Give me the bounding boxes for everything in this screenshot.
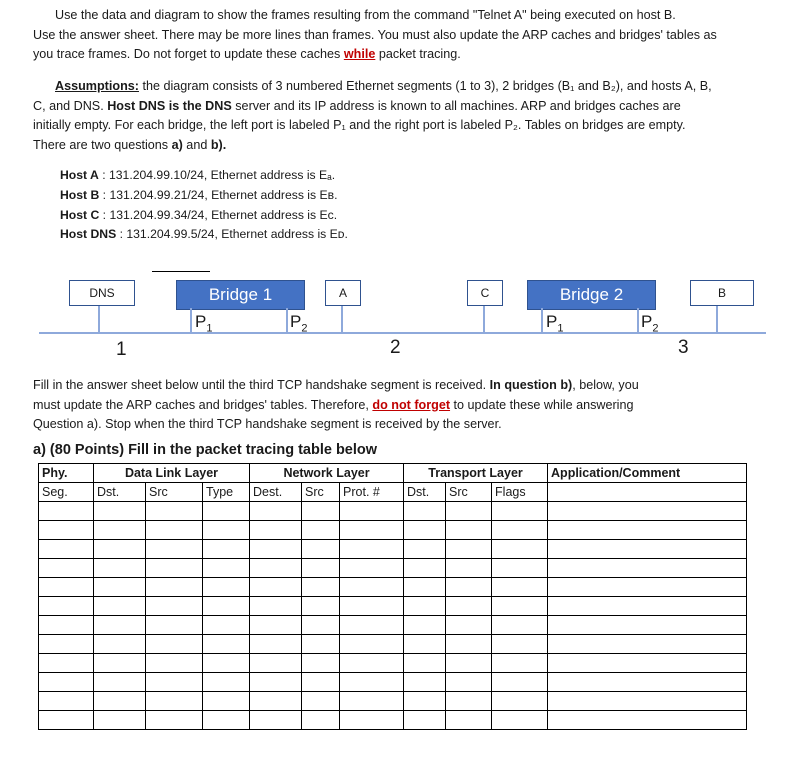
host-dns-line: Host DNS : 131.204.99.5/24, Ethernet address is Eᴅ. <box>60 227 348 242</box>
answer-cell[interactable] <box>203 559 250 578</box>
answer-cell[interactable] <box>446 654 492 673</box>
table-row <box>39 540 747 559</box>
answer-cell[interactable] <box>492 673 548 692</box>
answer-cell[interactable] <box>39 692 94 711</box>
answer-cell[interactable] <box>446 635 492 654</box>
answer-cell[interactable] <box>146 654 203 673</box>
answer-cell[interactable] <box>492 521 548 540</box>
answer-cell[interactable] <box>404 635 446 654</box>
answer-cell[interactable] <box>250 502 302 521</box>
answer-cell[interactable] <box>146 692 203 711</box>
answer-cell[interactable] <box>446 578 492 597</box>
table-row <box>39 635 747 654</box>
answer-cell[interactable] <box>203 692 250 711</box>
answer-cell[interactable] <box>302 597 340 616</box>
answer-cell[interactable] <box>39 635 94 654</box>
answer-cell[interactable] <box>94 559 146 578</box>
table-group-header-row <box>39 464 747 483</box>
table-row <box>39 502 747 521</box>
answer-cell[interactable] <box>548 654 747 673</box>
answer-cell[interactable] <box>302 711 340 730</box>
answer-cell[interactable] <box>492 578 548 597</box>
header-transport: Transport Layer <box>404 464 548 483</box>
bridge-1: Bridge 1 <box>176 280 305 310</box>
answer-cell[interactable] <box>404 597 446 616</box>
answer-cell[interactable] <box>94 597 146 616</box>
answer-cell[interactable] <box>492 635 548 654</box>
answer-cell[interactable] <box>250 540 302 559</box>
assumptions-line-1: Assumptions: the diagram consists of 3 numbered Ethernet segments (1 to 3), 2 bridges (B₁ and B₂), and hosts A, B, <box>55 79 712 93</box>
bridge1-port2-label: $P_2$ <box>290 312 308 335</box>
hosts-list <box>60 166 348 245</box>
bridge1-port2-wire <box>286 308 288 332</box>
answer-cell[interactable] <box>340 597 404 616</box>
answer-cell[interactable] <box>340 654 404 673</box>
segment-3-label: 3 <box>678 337 689 358</box>
header-data-link: Data Link Layer <box>94 464 250 483</box>
answer-cell[interactable] <box>203 654 250 673</box>
answer-cell[interactable] <box>548 559 747 578</box>
answer-cell[interactable] <box>94 673 146 692</box>
answer-cell[interactable] <box>492 559 548 578</box>
assumptions-line-3: initially empty. For each bridge, the left port is labeled P₁ and the right port is labeled P₂. Tables on bridges are empty. <box>33 118 686 132</box>
answer-cell[interactable] <box>146 559 203 578</box>
assumptions-heading: Assumptions: <box>55 79 139 93</box>
answer-cell[interactable] <box>340 540 404 559</box>
subheader-dest: Dest. <box>250 483 302 502</box>
answer-cell[interactable] <box>492 711 548 730</box>
answer-cell[interactable] <box>404 502 446 521</box>
subheader-prot: Prot. # <box>340 483 404 502</box>
answer-cell[interactable] <box>446 540 492 559</box>
answer-cell[interactable] <box>250 673 302 692</box>
answer-cell[interactable] <box>548 673 747 692</box>
answer-cell[interactable] <box>94 521 146 540</box>
answer-cell[interactable] <box>340 711 404 730</box>
answer-cell[interactable] <box>39 673 94 692</box>
answer-cell[interactable] <box>302 559 340 578</box>
segment-1-label: 1 <box>116 339 127 360</box>
answer-cell[interactable] <box>404 521 446 540</box>
answer-cell[interactable] <box>446 597 492 616</box>
answer-cell[interactable] <box>548 635 747 654</box>
assumptions-line-4: There are two questions a) and b). <box>33 137 227 152</box>
table-row <box>39 521 747 540</box>
fill-line-2: must update the ARP caches and bridges' tables. Therefore, do not forget to update these while answering <box>33 397 634 412</box>
answer-cell[interactable] <box>548 616 747 635</box>
answer-cell[interactable] <box>404 654 446 673</box>
answer-cell[interactable] <box>250 597 302 616</box>
answer-cell[interactable] <box>203 578 250 597</box>
answer-cell[interactable] <box>203 597 250 616</box>
bridge1-port1-label: $P_1$ <box>195 312 213 335</box>
answer-cell[interactable] <box>94 578 146 597</box>
answer-cell[interactable] <box>302 578 340 597</box>
answer-cell[interactable] <box>492 654 548 673</box>
answer-cell[interactable] <box>404 540 446 559</box>
answer-cell[interactable] <box>404 578 446 597</box>
host-c-line: Host C : 131.204.99.34/24, Ethernet address is Ec. <box>60 207 338 222</box>
table-body <box>39 502 747 730</box>
answer-cell[interactable] <box>39 616 94 635</box>
answer-cell[interactable] <box>94 635 146 654</box>
fill-paragraph <box>33 376 753 435</box>
bridge2-port1-label: $P_1$ <box>546 312 564 335</box>
answer-cell[interactable] <box>203 673 250 692</box>
answer-cell[interactable] <box>94 654 146 673</box>
answer-cell[interactable] <box>203 616 250 635</box>
table-row <box>39 673 747 692</box>
answer-cell[interactable] <box>146 616 203 635</box>
answer-cell[interactable] <box>340 578 404 597</box>
host-a-drop <box>341 306 343 332</box>
answer-cell[interactable] <box>250 692 302 711</box>
assumptions-paragraph <box>33 77 753 155</box>
answer-cell[interactable] <box>492 502 548 521</box>
subheader-dst: Dst. <box>94 483 146 502</box>
host-dns-box: DNS <box>69 280 135 306</box>
answer-cell[interactable] <box>340 616 404 635</box>
answer-cell[interactable] <box>146 711 203 730</box>
answer-cell[interactable] <box>446 616 492 635</box>
fill-line-1: Fill in the answer sheet below until the third TCP handshake segment is received. In question b), below, you <box>33 378 639 392</box>
host-b-drop <box>716 306 718 332</box>
intro-line-1: Use the data and diagram to show the frames resulting from the command "Telnet A" being executed on host B. <box>55 8 676 22</box>
bridge2-port2-label: $P_2$ <box>641 312 659 335</box>
dns-drop <box>98 306 100 332</box>
bridge-2: Bridge 2 <box>527 280 656 310</box>
intro-paragraph <box>33 6 753 65</box>
answer-cell[interactable] <box>250 711 302 730</box>
table-row <box>39 654 747 673</box>
answer-cell[interactable] <box>340 673 404 692</box>
answer-cell[interactable] <box>446 521 492 540</box>
packet-tracing-table <box>38 463 747 730</box>
answer-cell[interactable] <box>302 673 340 692</box>
answer-cell[interactable] <box>250 559 302 578</box>
answer-cell[interactable] <box>146 635 203 654</box>
answer-cell[interactable] <box>548 692 747 711</box>
answer-cell[interactable] <box>446 692 492 711</box>
answer-cell[interactable] <box>94 692 146 711</box>
answer-cell[interactable] <box>39 559 94 578</box>
answer-cell[interactable] <box>492 616 548 635</box>
answer-cell[interactable] <box>404 673 446 692</box>
table-row <box>39 692 747 711</box>
subheader-flags: Flags <box>492 483 548 502</box>
answer-cell[interactable] <box>302 692 340 711</box>
answer-cell[interactable] <box>39 578 94 597</box>
bridge2-port1-wire <box>541 308 543 332</box>
host-a-box: A <box>325 280 361 306</box>
answer-cell[interactable] <box>548 502 747 521</box>
answer-cell[interactable] <box>404 559 446 578</box>
answer-cell[interactable] <box>302 654 340 673</box>
answer-cell[interactable] <box>39 521 94 540</box>
answer-cell[interactable] <box>39 654 94 673</box>
answer-cell[interactable] <box>94 711 146 730</box>
answer-cell[interactable] <box>446 711 492 730</box>
answer-cell[interactable] <box>203 502 250 521</box>
answer-cell[interactable] <box>302 540 340 559</box>
header-application: Application/Comment <box>548 464 747 483</box>
fill-line-3: Question a). Stop when the third TCP handshake segment is received by the server. <box>33 417 502 431</box>
answer-cell[interactable] <box>492 597 548 616</box>
host-c-box: C <box>467 280 503 306</box>
network-diagram <box>0 268 788 368</box>
answer-cell[interactable] <box>250 616 302 635</box>
answer-cell[interactable] <box>340 502 404 521</box>
subheader-type: Type <box>203 483 250 502</box>
answer-cell[interactable] <box>250 521 302 540</box>
host-c-drop <box>483 306 485 332</box>
answer-cell[interactable] <box>146 673 203 692</box>
answer-cell[interactable] <box>203 521 250 540</box>
answer-cell[interactable] <box>250 654 302 673</box>
answer-cell[interactable] <box>446 673 492 692</box>
header-phy: Phy. <box>39 464 94 483</box>
answer-cell[interactable] <box>404 616 446 635</box>
subheader-tp-src: Src <box>446 483 492 502</box>
host-a-line: Host A : 131.204.99.10/24, Ethernet address is Eₐ. <box>60 168 336 182</box>
host-b-line: Host B : 131.204.99.21/24, Ethernet address is Eʙ. <box>60 187 338 202</box>
answer-cell[interactable] <box>548 711 747 730</box>
subheader-seg: Seg. <box>39 483 94 502</box>
answer-cell[interactable] <box>340 692 404 711</box>
table-row <box>39 578 747 597</box>
answer-cell[interactable] <box>39 711 94 730</box>
table-row <box>39 597 747 616</box>
intro-line-3: you trace frames. Do not forget to update these caches while packet tracing. <box>33 47 461 61</box>
subheader-comment <box>548 483 747 502</box>
answer-cell[interactable] <box>94 502 146 521</box>
answer-cell[interactable] <box>146 578 203 597</box>
bridge2-port2-wire <box>637 308 639 332</box>
answer-cell[interactable] <box>404 692 446 711</box>
table-row <box>39 616 747 635</box>
answer-cell[interactable] <box>340 521 404 540</box>
host-b-box: B <box>690 280 754 306</box>
answer-cell[interactable] <box>203 635 250 654</box>
answer-cell[interactable] <box>302 502 340 521</box>
answer-cell[interactable] <box>39 502 94 521</box>
header-network: Network Layer <box>250 464 404 483</box>
answer-cell[interactable] <box>302 635 340 654</box>
answer-cell[interactable] <box>404 711 446 730</box>
answer-cell[interactable] <box>548 578 747 597</box>
answer-cell[interactable] <box>146 597 203 616</box>
assumptions-line-2: C, and DNS. Host DNS is the DNS server and its IP address is known to all machines. ARP and bridges caches are <box>33 98 681 113</box>
answer-cell[interactable] <box>203 711 250 730</box>
table-row <box>39 711 747 730</box>
answer-cell[interactable] <box>548 540 747 559</box>
answer-cell[interactable] <box>94 540 146 559</box>
answer-cell[interactable] <box>492 540 548 559</box>
table-sub-header-row <box>39 483 747 502</box>
answer-cell[interactable] <box>203 540 250 559</box>
answer-cell[interactable] <box>39 540 94 559</box>
answer-cell[interactable] <box>446 559 492 578</box>
answer-cell[interactable] <box>146 521 203 540</box>
subheader-net-src: Src <box>302 483 340 502</box>
answer-cell[interactable] <box>340 559 404 578</box>
answer-cell[interactable] <box>250 578 302 597</box>
subheader-tp-dst: Dst. <box>404 483 446 502</box>
answer-cell[interactable] <box>94 616 146 635</box>
bridge1-port1-wire <box>190 308 192 332</box>
answer-cell[interactable] <box>250 635 302 654</box>
answer-cell[interactable] <box>446 502 492 521</box>
subheader-src: Src <box>146 483 203 502</box>
intro-line-2: Use the answer sheet. There may be more lines than frames. You must also update the ARP caches and bridges' tables as <box>33 27 717 42</box>
table-row <box>39 559 747 578</box>
answer-cell[interactable] <box>548 597 747 616</box>
answer-cell[interactable] <box>548 521 747 540</box>
answer-cell[interactable] <box>340 635 404 654</box>
answer-cell[interactable] <box>302 521 340 540</box>
segment-2-label: 2 <box>390 337 401 358</box>
answer-cell[interactable] <box>302 616 340 635</box>
answer-cell[interactable] <box>146 540 203 559</box>
answer-cell[interactable] <box>146 502 203 521</box>
table-title: a) (80 Points) Fill in the packet tracing table below <box>33 442 378 458</box>
answer-cell[interactable] <box>492 692 548 711</box>
answer-cell[interactable] <box>39 597 94 616</box>
